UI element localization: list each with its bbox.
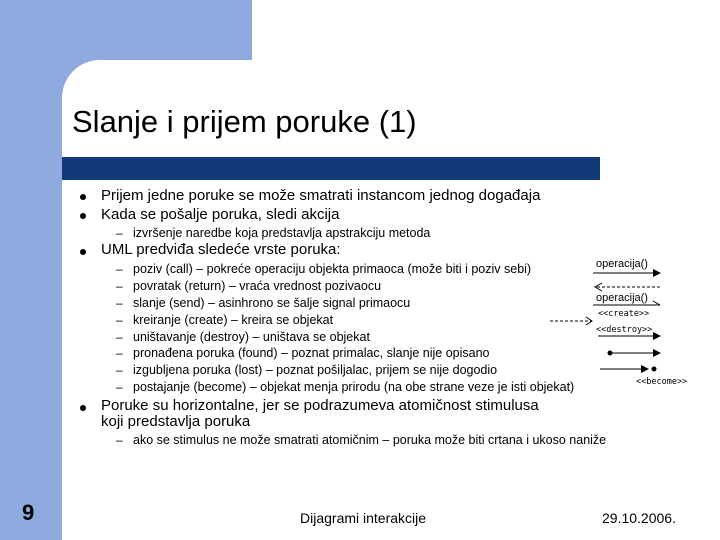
message-type-return: povratak (return) – vraća vrednost pozivaocu: [133, 279, 382, 293]
content-area-top: [142, 60, 252, 100]
bullet-dot: [80, 194, 86, 200]
bullet-horizontal: Poruke su horizontalne, jer se podrazumeva atomičnost stimulusa: [101, 397, 539, 414]
dash-marker: –: [116, 279, 123, 293]
title-underline-bar: [62, 157, 600, 180]
slide-title: Slanje i prijem poruke (1): [72, 104, 417, 139]
page-number: 9: [22, 500, 35, 525]
label-operacija-send: operacija(): [596, 292, 648, 304]
decorative-left-band: [0, 0, 62, 540]
bullet-horizontal-cont: koji predstavlja poruka: [101, 413, 251, 430]
message-type-found: pronađena poruka (found) – poznat primalac, slanje nije opisano: [133, 346, 490, 360]
dash-marker: –: [116, 330, 123, 344]
message-type-create: kreiranje (create) – kreira se objekat: [133, 313, 334, 327]
found-dot: [608, 351, 613, 356]
message-type-destroy: uništavanje (destroy) – uništava se objekat: [133, 330, 370, 344]
bullet-uml-types: UML predviđa sledeće vrste poruka:: [101, 241, 341, 258]
dash-marker: –: [116, 433, 123, 447]
footer-date: 29.10.2006.: [602, 510, 676, 526]
message-type-send: slanje (send) – asinhrono se šalje signal primaocu: [133, 296, 411, 310]
label-operacija-call: operacija(): [596, 258, 648, 270]
dash-marker: –: [116, 380, 123, 394]
bullet-receive: Prijem jedne poruke se može smatrati instancom jednog događaja: [101, 187, 541, 204]
bullet-dot: [80, 213, 86, 219]
bullet-dot: [80, 249, 86, 255]
footer-title: Dijagrami interakcije: [300, 510, 427, 526]
bullet-dot: [80, 405, 86, 411]
send-arrowhead: [653, 301, 660, 305]
message-type-call: poziv (call) – pokreće operaciju objekta primaoca (može biti i poziv sebi): [133, 262, 532, 276]
label-become: <<become>>: [636, 377, 688, 387]
sub-action: izvršenje naredbe koja predstavlja apstrakciju metoda: [133, 226, 431, 240]
dash-marker: –: [116, 296, 123, 310]
label-destroy: <<destroy>>: [596, 325, 653, 335]
message-type-lost: izgubljena poruka (lost) – poznat pošiljalac, prijem se nije dogodio: [133, 363, 498, 377]
bullet-send-action: Kada se pošalje poruka, sledi akcija: [101, 206, 340, 223]
label-create: <<create>>: [598, 309, 650, 319]
message-type-become: postajanje (become) – objekat menja prirodu (na obe strane veze je isti objekat): [133, 380, 575, 394]
dash-marker: –: [116, 226, 123, 240]
dash-marker: –: [116, 346, 123, 360]
dash-marker: –: [116, 313, 123, 327]
sub-atomic: ako se stimulus ne može smatrati atomičnim – poruka može biti crtana i ukoso naniže: [133, 433, 607, 447]
dash-marker: –: [116, 363, 123, 377]
dash-marker: –: [116, 262, 123, 276]
lost-dot: [652, 367, 657, 372]
